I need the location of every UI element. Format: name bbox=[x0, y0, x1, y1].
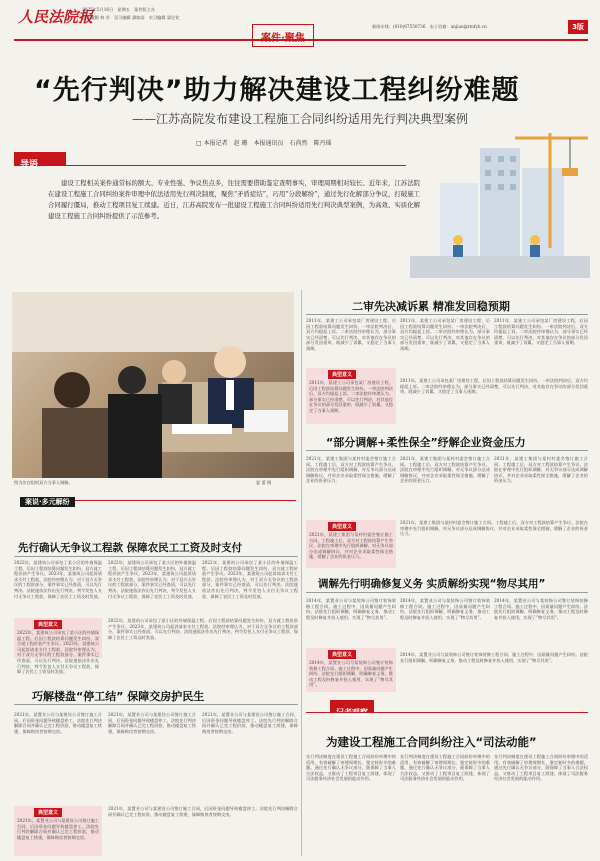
masthead-date: 2025年5月16日 星期五 案件版主办 bbox=[82, 7, 156, 12]
section-badge bbox=[252, 24, 314, 47]
cases-label bbox=[20, 489, 296, 506]
intro-text: 建设工程相关案件通常标的额大、专业性强、争议焦点多，往往需要借助鉴定查明事实，审理周期相对较长。近年来，江苏法院在建设工程施工合同纠纷案件审理中依法适用先行判决制度，聚焦“矛盾症结”，巧用“分段解纷”，通过先行化解部分争议，打破施工合同履行僵局，推动工程项目复工续建。近日，江苏高院发布一批建设工程施工合同纠纷适用先行判决典型案例，为高效、实质化解建设工程施工合同纠纷提供了示范参考。 bbox=[48, 179, 420, 220]
masthead-rule bbox=[14, 39, 588, 41]
article-1-body-a: 2022年，某建筑公司承包了某小区的外墙保温工程。后因工程款结算问题发生纠纷，双方就工程价款产生争议。2023年，某建筑公司起诉请求支付工程款。法院经审理认为，对于双方无争议的工程款部分，案件事实已经查清，可以先行判决。法院遂依法作出先行判决，判令发包人支付无争议工程款，保障了农民工工资及时发放。 bbox=[14, 560, 102, 599]
cases-label-text: 案说·多元解纷 bbox=[20, 497, 75, 507]
commentary-title: 为建设工程施工合同纠纷注入“司法动能” bbox=[326, 735, 537, 749]
article-3-significance-label: 典型意义 bbox=[328, 522, 356, 531]
headline-main: “先行判决”助力解决建设工程纠纷难题 bbox=[34, 75, 520, 106]
article-1-rule bbox=[14, 556, 298, 557]
commentary-body-a: 先行判决制度在建设工程施工合同纠纷审理中的适用，有效破解了审理周期长、鉴定耗时多的难题。通过先行确认无争议部分，既保障了当事人合法权益，又推动了工程项目复工续建，体现了司法服务经济社会发展的能动作用。 bbox=[306, 754, 396, 782]
intro-label-text: 导语 bbox=[20, 160, 39, 170]
photo-credit: 夏 蕾 摄 bbox=[256, 480, 272, 485]
headline-sub: ——江苏高院发布建设工程施工合同纠纷适用先行判决典型案例 bbox=[132, 112, 469, 126]
article-2-significance-label: 典型意义 bbox=[328, 370, 356, 379]
column-divider bbox=[301, 290, 302, 856]
article-1-body-b: 2022年，某建筑公司承包了某小区的外墙保温工程。后因工程款结算问题发生纠纷，双方就工程价款产生争议。2023年，某建筑公司起诉请求支付工程款。法院经审理认为，对于双方无争议的工程款部分，案件事实已经查清，可以先行判决。法院遂依法作出先行判决，判令发包人支付无争议工程款，保障了农民工工资及时发放。 bbox=[108, 560, 196, 599]
page-number: 3版 bbox=[568, 20, 588, 34]
article-5-body-c: 2021年，某置业公司与某建设公司签订施工合同，后因资金问题导致楼盘停工。法院先行判决解除合同并确认已完工程价款，推动楼盘复工续建，保障购房者按期交房。 bbox=[202, 712, 298, 734]
photo-scene bbox=[12, 292, 294, 478]
article-4-body-c: 2014年，某置业公司与某装饰公司签订装饰装修工程合同。施工过程中，因质量问题产生纠纷。法院先行组织调解，明确修复义务，推动工程及时修复并投入使用，实现了“物尽其用”。 bbox=[494, 598, 588, 620]
article-4-rule bbox=[306, 592, 588, 593]
masthead bbox=[0, 0, 600, 40]
article-4-significance-label: 典型意义 bbox=[328, 650, 356, 659]
article-5-rule bbox=[14, 704, 298, 705]
intro-label bbox=[14, 152, 66, 170]
article-4-title: 调解先行明确修复义务 实质解纷实现“物尽其用” bbox=[318, 578, 546, 590]
article-3-body-d: 2021年，某建工集团与某村村委会签订施工合同。工程竣工后，双方对工程款结算产生争议。法院在审理中先行组织调解，对无争议部分达成调解协议，并对企业采取柔性保全措施，缓解了企业的资金压力。 bbox=[400, 520, 588, 537]
article-5-significance bbox=[14, 806, 102, 856]
article-2-body-b: 2011年，某建工公司承包某厂房建设工程，后因工程款结算问题发生纠纷。一审法院判决后，双方均提起上诉。二审法院经审理认为，部分事实已经清楚，可以先行判决，对其他存在争议的部分发回重审，既减少了诉累，又稳定了当事人预期。 bbox=[400, 318, 490, 351]
article-3-significance-text: 2021年，某建工集团与某村村委会签订施工合同。工程竣工后，双方对工程款结算产生争议。法院在审理中先行组织调解，对无争议部分达成调解协议，并对企业采取柔性保全措施，缓解了企业的资金压力。 bbox=[309, 532, 393, 560]
article-3-significance bbox=[306, 520, 396, 568]
article-2-significance bbox=[306, 368, 396, 424]
intro-rule bbox=[66, 165, 406, 166]
article-2-title: 二审先决减诉累 精准发回稳预期 bbox=[352, 300, 510, 313]
article-5-body-d: 2021年，某置业公司与某建设公司签订施工合同，后因资金问题导致楼盘停工。法院先行判决解除合同并确认已完工程价款，推动楼盘复工续建，保障购房者按期交房。 bbox=[108, 806, 298, 817]
article-3-body-c: 2021年，某建工集团与某村村委会签订施工合同。工程竣工后，双方对工程款结算产生争议。法院在审理中先行组织调解，对无争议部分达成调解协议，并对企业采取柔性保全措施，缓解了企业的资金压力。 bbox=[494, 456, 588, 484]
article-1-title: 先行确认无争议工程款 保障农民工工资及时支付 bbox=[18, 542, 243, 554]
article-5-body-a: 2021年，某置业公司与某建设公司签订施工合同，后因资金问题导致楼盘停工。法院先行判决解除合同并确认已完工程价款，推动楼盘复工续建，保障购房者按期交房。 bbox=[14, 712, 102, 734]
byline: □ 本报记者 赵 珊 本报通讯员 石尚然 陈丹瑶 bbox=[196, 140, 332, 147]
article-1-significance bbox=[14, 618, 102, 675]
article-1-significance-label: 典型意义 bbox=[34, 620, 62, 629]
commentary-label bbox=[330, 700, 374, 712]
article-4-significance bbox=[306, 648, 396, 692]
article-3-body-b: 2021年，某建工集团与某村村委会签订施工合同。工程竣工后，双方对工程款结算产生争议。法院在审理中先行组织调解，对无争议部分达成调解协议，并对企业采取柔性保全措施，缓解了企业的资金压力。 bbox=[400, 456, 490, 484]
article-5-title: 巧解楼盘“停工结” 保障交房护民生 bbox=[32, 690, 205, 703]
article-2-body-d: 2011年，某建工公司承包某厂房建设工程，后因工程款结算问题发生纠纷。一审法院判决后，双方均提起上诉。二审法院经审理认为，部分事实已经清楚，可以先行判决，对其他存在争议的部分发回重审，既减少了诉累，又稳定了当事人预期。 bbox=[400, 378, 588, 395]
article-3-title: “部分调解+柔性保全”纾解企业资金压力 bbox=[326, 436, 526, 449]
article-3-body-a: 2021年，某建工集团与某村村委会签订施工合同。工程竣工后，双方对工程款结算产生争议。法院在审理中先行组织调解，对无争议部分达成调解协议，并对企业采取柔性保全措施，缓解了企业的资金压力。 bbox=[306, 456, 396, 484]
article-2-significance-text: 2011年，某建工公司承包某厂房建设工程，后因工程款结算问题发生纠纷。一审法院判决后，双方均提起上诉。二审法院经审理认为，部分事实已经清楚，可以先行判决，对其他存在争议的部分发回重审，既减少了诉累，又稳定了当事人预期。 bbox=[309, 380, 393, 413]
construction-illustration bbox=[410, 128, 590, 278]
article-1-body-c: 2022年，某建筑公司承包了某小区的外墙保温工程。后因工程款结算问题发生纠纷，双方就工程价款产生争议。2023年，某建筑公司起诉请求支付工程款。法院经审理认为，对于双方无争议的工程款部分，案件事实已经查清，可以先行判决。法院遂依法作出先行判决，判令发包人支付无争议工程款，保障了农民工工资及时发放。 bbox=[202, 560, 298, 599]
article-2-body-a: 2011年，某建工公司承包某厂房建设工程，后因工程款结算问题发生纠纷。一审法院判决后，双方均提起上诉。二审法院经审理认为，部分事实已经清楚，可以先行判决，对其他存在争议的部分发回重审，既减少了诉累，又稳定了当事人预期。 bbox=[306, 318, 396, 351]
article-3-rule bbox=[306, 450, 588, 451]
masthead-logo: 人民法院报 bbox=[18, 8, 94, 26]
commentary-rule bbox=[306, 712, 588, 713]
article-5-significance-text: 2021年，某置业公司与某建设公司签订施工合同，后因资金问题导致楼盘停工。法院先行判决解除合同并确认已完工程价款，推动楼盘复工续建，保障购房者按期交房。 bbox=[17, 818, 99, 840]
article-2-rule bbox=[306, 314, 588, 315]
article-5-body-b: 2021年，某置业公司与某建设公司签订施工合同，后因资金问题导致楼盘停工。法院先行判决解除合同并确认已完工程价款，推动楼盘复工续建，保障购房者按期交房。 bbox=[108, 712, 196, 734]
commentary-body-b: 先行判决制度在建设工程施工合同纠纷审理中的适用，有效破解了审理周期长、鉴定耗时多的难题。通过先行确认无争议部分，既保障了当事人合法权益，又推动了工程项目复工续建，体现了司法服务经济社会发展的能动作用。 bbox=[400, 754, 490, 782]
commentary-body-c: 先行判决制度在建设工程施工合同纠纷审理中的适用，有效破解了审理周期长、鉴定耗时多的难题。通过先行确认无争议部分，既保障了当事人合法权益，又推动了工程项目复工续建，体现了司法服务经济社会发展的能动作用。 bbox=[494, 754, 588, 782]
article-4-body-a: 2014年，某置业公司与某装饰公司签订装饰装修工程合同。施工过程中，因质量问题产生纠纷。法院先行组织调解，明确修复义务，推动工程及时修复并投入使用，实现了“物尽其用”。 bbox=[306, 598, 396, 620]
article-4-significance-text: 2014年，某置业公司与某装饰公司签订装饰装修工程合同。施工过程中，因质量问题产生纠纷。法院先行组织调解，明确修复义务，推动工程及时修复并投入使用，实现了“物尽其用”。 bbox=[309, 660, 393, 688]
masthead-contact: 新闻专线：(010)67550736 电子信箱：anjian@rmfyb.cn bbox=[372, 24, 487, 29]
article-4-body-d: 2014年，某置业公司与某装饰公司签订装饰装修工程合同。施工过程中，因质量问题产生纠纷。法院先行组织调解，明确修复义务，推动工程及时修复并投入使用，实现了“物尽其用”。 bbox=[400, 652, 588, 663]
court-photo bbox=[12, 292, 294, 478]
article-5-significance-label: 典型意义 bbox=[34, 808, 62, 817]
photo-caption: 图为法官组织双方当事人调解。 bbox=[14, 480, 73, 485]
article-1-significance-text: 2022年，某建筑公司承包了某小区的外墙保温工程。后因工程款结算问题发生纠纷，双方就工程价款产生争议。2023年，某建筑公司起诉请求支付工程款。法院经审理认为，对于双方无争议的工程款部分，案件事实已经查清，可以先行判决。法院遂依法作出先行判决，判令发包人支付无争议工程款，保障了农民工工资及时发放。 bbox=[17, 630, 99, 675]
masthead-editors: 责任编辑 林 芳 见习编辑 潘如雨 实习编辑 梁仕钦 bbox=[82, 15, 180, 20]
article-2-body-c: 2011年，某建工公司承包某厂房建设工程，后因工程款结算问题发生纠纷。一审法院判决后，双方均提起上诉。二审法院经审理认为，部分事实已经清楚，可以先行判决，对其他存在争议的部分发回重审，既减少了诉累，又稳定了当事人预期。 bbox=[494, 318, 588, 346]
article-4-body-b: 2014年，某置业公司与某装饰公司签订装饰装修工程合同。施工过程中，因质量问题产生纠纷。法院先行组织调解，明确修复义务，推动工程及时修复并投入使用，实现了“物尽其用”。 bbox=[400, 598, 490, 620]
article-1-body-d: 2022年，某建筑公司承包了某小区的外墙保温工程。后因工程款结算问题发生纠纷，双方就工程价款产生争议。2023年，某建筑公司起诉请求支付工程款。法院经审理认为，对于双方无争议的工程款部分，案件事实已经查清，可以先行判决。法院遂依法作出先行判决，判令发包人支付无争议工程款，保障了农民工工资及时发放。 bbox=[108, 618, 298, 640]
